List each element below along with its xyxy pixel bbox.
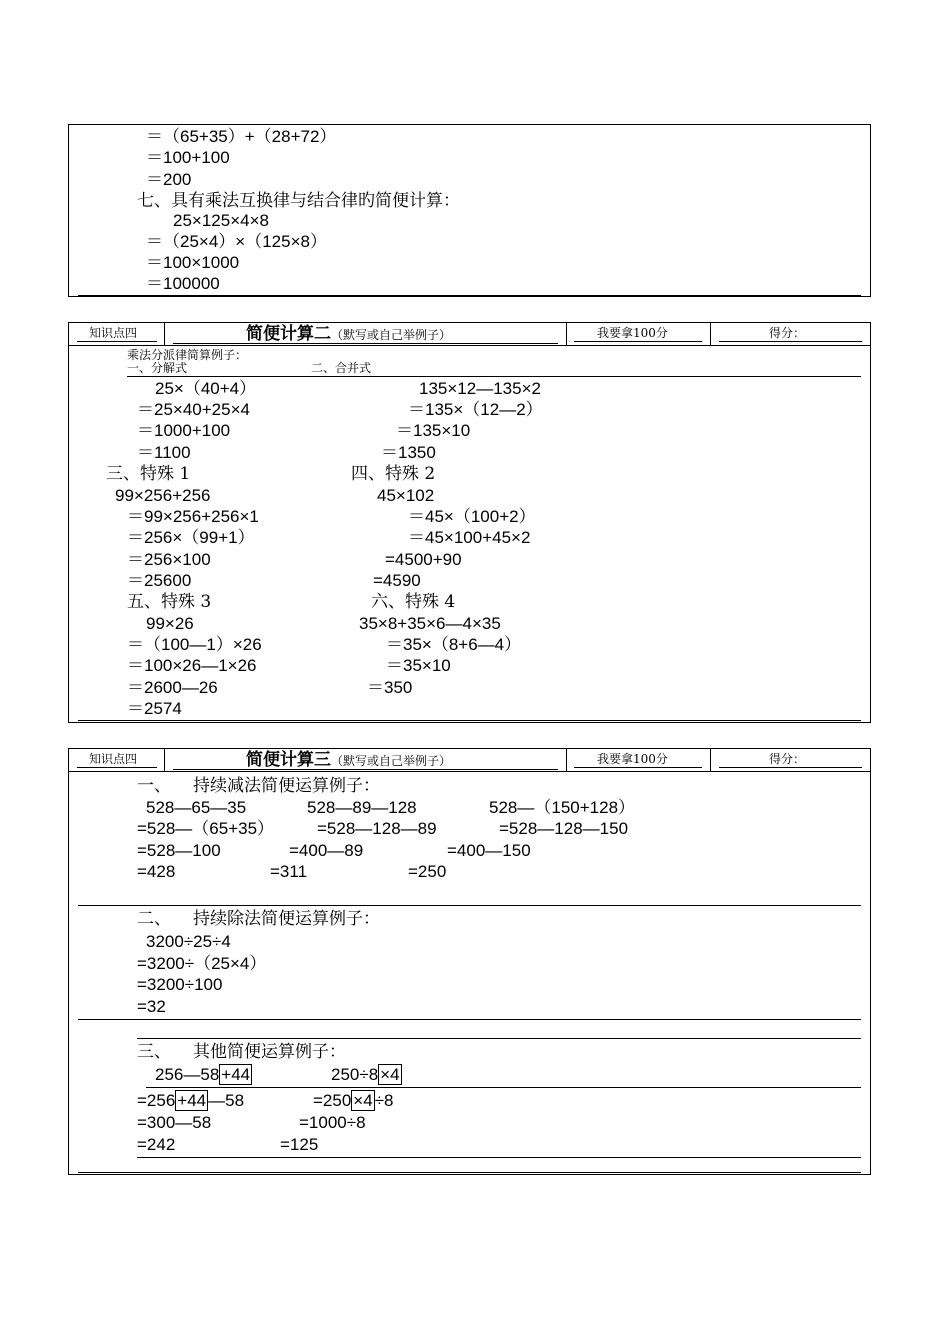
subheading-left: 一、分解式 [127,361,188,375]
calc-line: 528—（150+128） [489,798,636,817]
calc-line: 99×256+256 [115,486,211,505]
calc-line: 528—89—128 [307,798,417,817]
calc-line: ＝256×（99+1） [127,528,255,547]
calc-line: 135×12—135×2 [419,379,541,398]
header-sep [566,323,567,345]
calc-line [313,1091,393,1111]
underline [78,720,861,721]
goal-label: 我要拿100分 [597,752,668,766]
subtitle-text: （默写或自己举例子） [331,754,452,768]
underline [146,1087,861,1088]
subheading-right: 二、合并式 [311,361,372,375]
section-divider [78,1019,861,1020]
calc-line: =125 [280,1135,319,1154]
section-title: 持续除法简便运算例子： [193,909,380,929]
card-simple-calc-2 [68,322,871,723]
calc-line: ＝135×（12—2） [408,400,543,419]
special-heading: 三、特殊 1 [106,464,191,484]
calc-line: ＝1000+100 [137,421,231,440]
score-blank [719,767,862,768]
subtitle-text: （默写或自己举例子） [331,328,452,342]
boxed-term: ×4 [380,1065,400,1084]
calc-line: ＝256×100 [127,550,211,569]
expr-text: =250 [313,1091,352,1110]
calc-line: 528—65—35 [146,798,247,817]
card-title [246,750,451,771]
section-heading: 七、具有乘法互换律与结合律旳简便计算： [137,191,460,211]
section-divider [137,1038,861,1039]
calc-line: =400—89 [289,841,364,860]
section-top [68,124,871,297]
calc-line: ＝200 [146,170,192,189]
knowledge-point-label: 知识点四 [89,326,138,340]
calc-line: ＝25×40+25×4 [137,400,250,419]
calc-line: 25×（40+4） [155,379,257,398]
calc-line: =528—100 [137,841,221,860]
calc-line: ＝（25×4）×（125×8） [146,232,327,251]
calc-line: =428 [137,862,176,881]
underline [127,376,861,377]
boxed-term: +44 [221,1065,251,1084]
section-title: 其他简便运算例子： [193,1042,346,1062]
calc-line: =4590 [373,571,421,590]
score-label: 得分： [769,326,806,340]
calc-line: ＝2574 [127,699,182,718]
calc-line: =4500+90 [385,550,462,569]
score-blank [719,341,862,342]
expr-text: 250÷8 [331,1065,379,1084]
calc-line: ＝2600—26 [127,678,218,697]
calc-line [155,1065,252,1085]
header-divider [69,345,870,346]
calc-line: =242 [137,1135,176,1154]
header-sep [164,749,165,771]
boxed-term: +44 [177,1091,207,1110]
underline [137,1157,861,1158]
knowledge-point-label: 知识点四 [89,752,138,766]
calc-line: ＝（100—1）×26 [127,635,262,654]
section-number: 三、 [137,1042,171,1062]
boxed-term: ×4 [353,1091,373,1110]
calc-line: ＝35×（8+6—4） [386,635,522,654]
calc-line: =3200÷（25×4） [137,954,267,973]
calc-line: ＝45×（100+2） [408,507,536,526]
header-sep [710,749,711,771]
underline [173,343,558,344]
underline [574,341,702,342]
title-text: 简便计算二 [246,324,331,344]
calc-line: =528—（65+35） [137,819,275,838]
expr-text: =256 [137,1091,176,1110]
score-label: 得分： [769,752,806,766]
calc-line: ＝35×10 [386,656,451,675]
header-divider [69,771,870,772]
special-heading: 四、特殊 2 [351,464,436,484]
calc-line: ＝100×1000 [146,253,240,272]
header-sep [566,749,567,771]
calc-line: =1000÷8 [299,1113,366,1132]
calc-line [331,1065,402,1085]
special-heading: 五、特殊 3 [127,592,212,612]
calc-line: ＝135×10 [396,421,471,440]
calc-line: =400—150 [447,841,531,860]
title-text: 简便计算三 [246,750,331,770]
underline [77,341,157,342]
calc-line: 25×125×4×8 [173,211,269,230]
goal-label: 我要拿100分 [597,326,668,340]
calc-line: =250 [408,862,447,881]
calc-line: ＝25600 [127,571,192,590]
section-title: 持续减法简便运算例子： [193,776,380,796]
calc-line: 45×102 [377,486,435,505]
calc-line: =528—128—89 [317,819,437,838]
section-number: 二、 [137,909,171,929]
calc-line: ＝99×256+256×1 [127,507,259,526]
calc-line: =300—58 [137,1113,212,1132]
header-sep [710,323,711,345]
calc-line: ＝100+100 [146,148,230,167]
section-number: 一、 [137,776,171,796]
header-sep [164,323,165,345]
underline [574,767,702,768]
calc-line: 3200÷25÷4 [146,932,231,951]
calc-line: ＝45×100+45×2 [408,528,531,547]
intro-text: 乘法分派律简算例子： [127,348,248,362]
underline [77,767,157,768]
calc-line: =311 [270,862,308,881]
calc-line: =32 [137,997,166,1016]
special-heading: 六、特殊 4 [371,592,456,612]
calc-line: ＝100×26—1×26 [127,656,257,675]
calc-line: ＝（65+35）+（28+72） [146,127,337,146]
card-title [246,324,451,345]
underline [78,1172,861,1173]
underline [78,295,861,296]
underline [173,769,558,770]
expr-text: 256—58 [155,1065,220,1084]
calc-line: ＝1100 [137,443,191,462]
calc-line: 99×26 [146,614,194,633]
calc-line: 35×8+35×6—4×35 [359,614,501,633]
calc-line: ＝350 [367,678,413,697]
calc-line: ＝100000 [146,274,220,293]
calc-line: ＝1350 [381,443,436,462]
calc-line [137,1091,244,1111]
calc-line: =528—128—150 [499,819,629,838]
card-simple-calc-3 [68,748,871,1175]
expr-text: ÷8 [374,1091,394,1110]
expr-text: —58 [208,1091,245,1110]
section-divider [78,905,861,906]
calc-line: =3200÷100 [137,975,223,994]
